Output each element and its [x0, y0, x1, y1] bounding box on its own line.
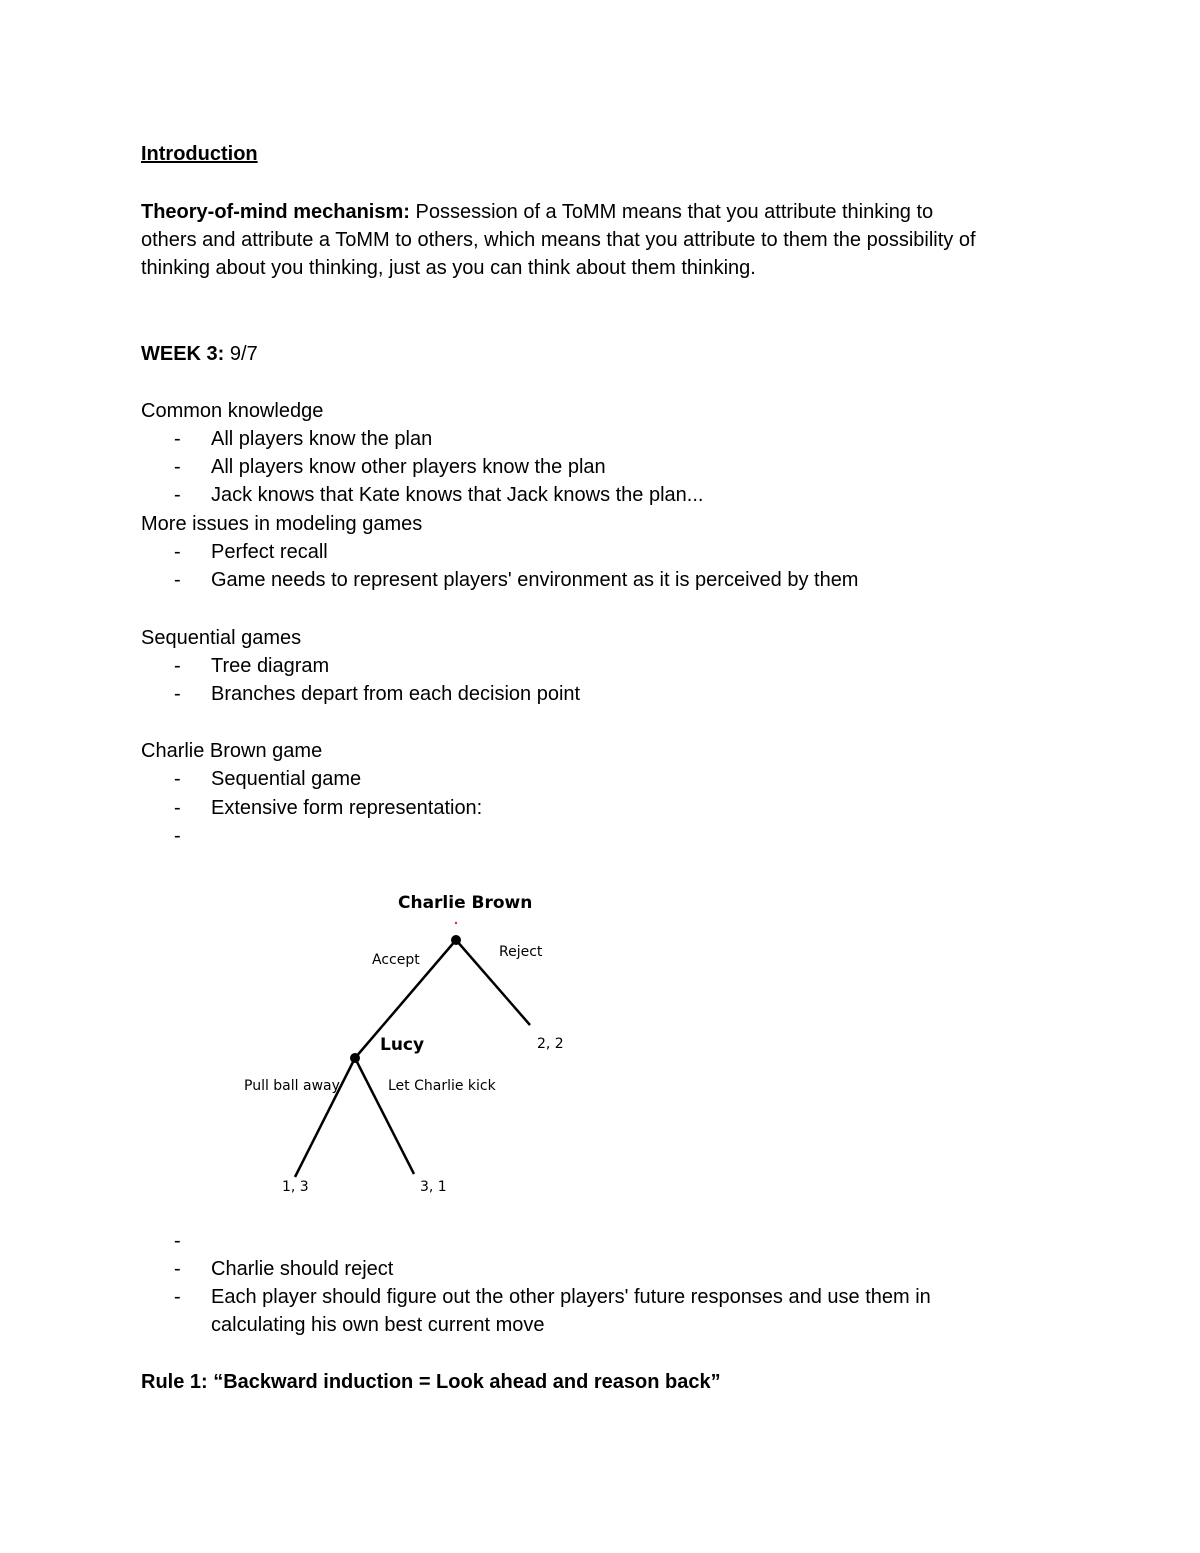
lucy-node — [350, 1053, 360, 1063]
pull-label: Pull ball away — [244, 1078, 340, 1094]
let-payoff: 3, 1 — [420, 1179, 447, 1195]
list-item: Perfect recall — [211, 541, 328, 563]
list-item: All players know the plan — [211, 428, 433, 450]
list-item-continuation: calculating his own best current move — [211, 1314, 545, 1336]
bullet-dash: - — [174, 1286, 181, 1308]
list-item: Extensive form representation: — [211, 797, 483, 819]
let-branch — [355, 1058, 414, 1174]
rule-heading: Rule 1: “Backward induction = Look ahead and reason back” — [141, 1371, 721, 1393]
tomm-line-1 — [141, 198, 933, 226]
sequential-title: Sequential games — [141, 627, 302, 649]
reject-label: Reject — [499, 944, 543, 960]
let-label: Let Charlie kick — [388, 1078, 496, 1094]
pull-payoff: 1, 3 — [282, 1179, 309, 1195]
tomm-text-1: Possession of a ToMM means that you attribute thinking to — [415, 201, 934, 223]
week-heading — [141, 340, 258, 368]
list-item: Sequential game — [211, 768, 362, 790]
tomm-line-3: thinking about you thinking, just as you can think about them thinking. — [141, 257, 756, 279]
root-node — [451, 935, 461, 945]
bullet-dash: - — [174, 428, 181, 450]
charlie-title: Charlie Brown game — [141, 740, 323, 762]
red-dot-mark — [455, 922, 457, 924]
bullet-dash: - — [174, 1230, 181, 1252]
week-label: WEEK 3: — [141, 343, 225, 365]
list-item: Tree diagram — [211, 655, 330, 677]
list-item: Game needs to represent players' environment as it is perceived by them — [211, 569, 859, 591]
accept-label: Accept — [372, 952, 420, 968]
bullet-dash: - — [174, 683, 181, 705]
second-player-label: Lucy — [380, 1035, 425, 1055]
bullet-dash: - — [174, 456, 181, 478]
intro-heading: Introduction — [141, 143, 258, 165]
tomm-line-2: others and attribute a ToMM to others, which means that you attribute to them the possibility of — [141, 229, 976, 251]
list-item: Charlie should reject — [211, 1258, 394, 1280]
list-item: Jack knows that Kate knows that Jack knows the plan... — [211, 484, 704, 506]
pull-branch — [295, 1058, 355, 1177]
bullet-dash: - — [174, 797, 181, 819]
modeling-title: More issues in modeling games — [141, 513, 423, 535]
bullet-dash: - — [174, 541, 181, 563]
list-item: Branches depart from each decision point — [211, 683, 581, 705]
reject-payoff: 2, 2 — [537, 1036, 564, 1052]
list-item: All players know other players know the plan — [211, 456, 606, 478]
common-knowledge-title: Common knowledge — [141, 400, 324, 422]
bullet-dash: - — [174, 768, 181, 790]
bullet-dash: - — [174, 484, 181, 506]
game-tree-diagram — [230, 880, 590, 1200]
week-date: 9/7 — [229, 343, 258, 365]
bullet-dash: - — [174, 1258, 181, 1280]
bullet-dash: - — [174, 655, 181, 677]
root-player-label: Charlie Brown — [398, 893, 533, 913]
list-item: Each player should figure out the other players' future responses and use them in — [211, 1286, 931, 1308]
bullet-dash: - — [174, 825, 181, 847]
bullet-dash: - — [174, 569, 181, 591]
tomm-term: Theory-of-mind mechanism: — [141, 201, 410, 223]
